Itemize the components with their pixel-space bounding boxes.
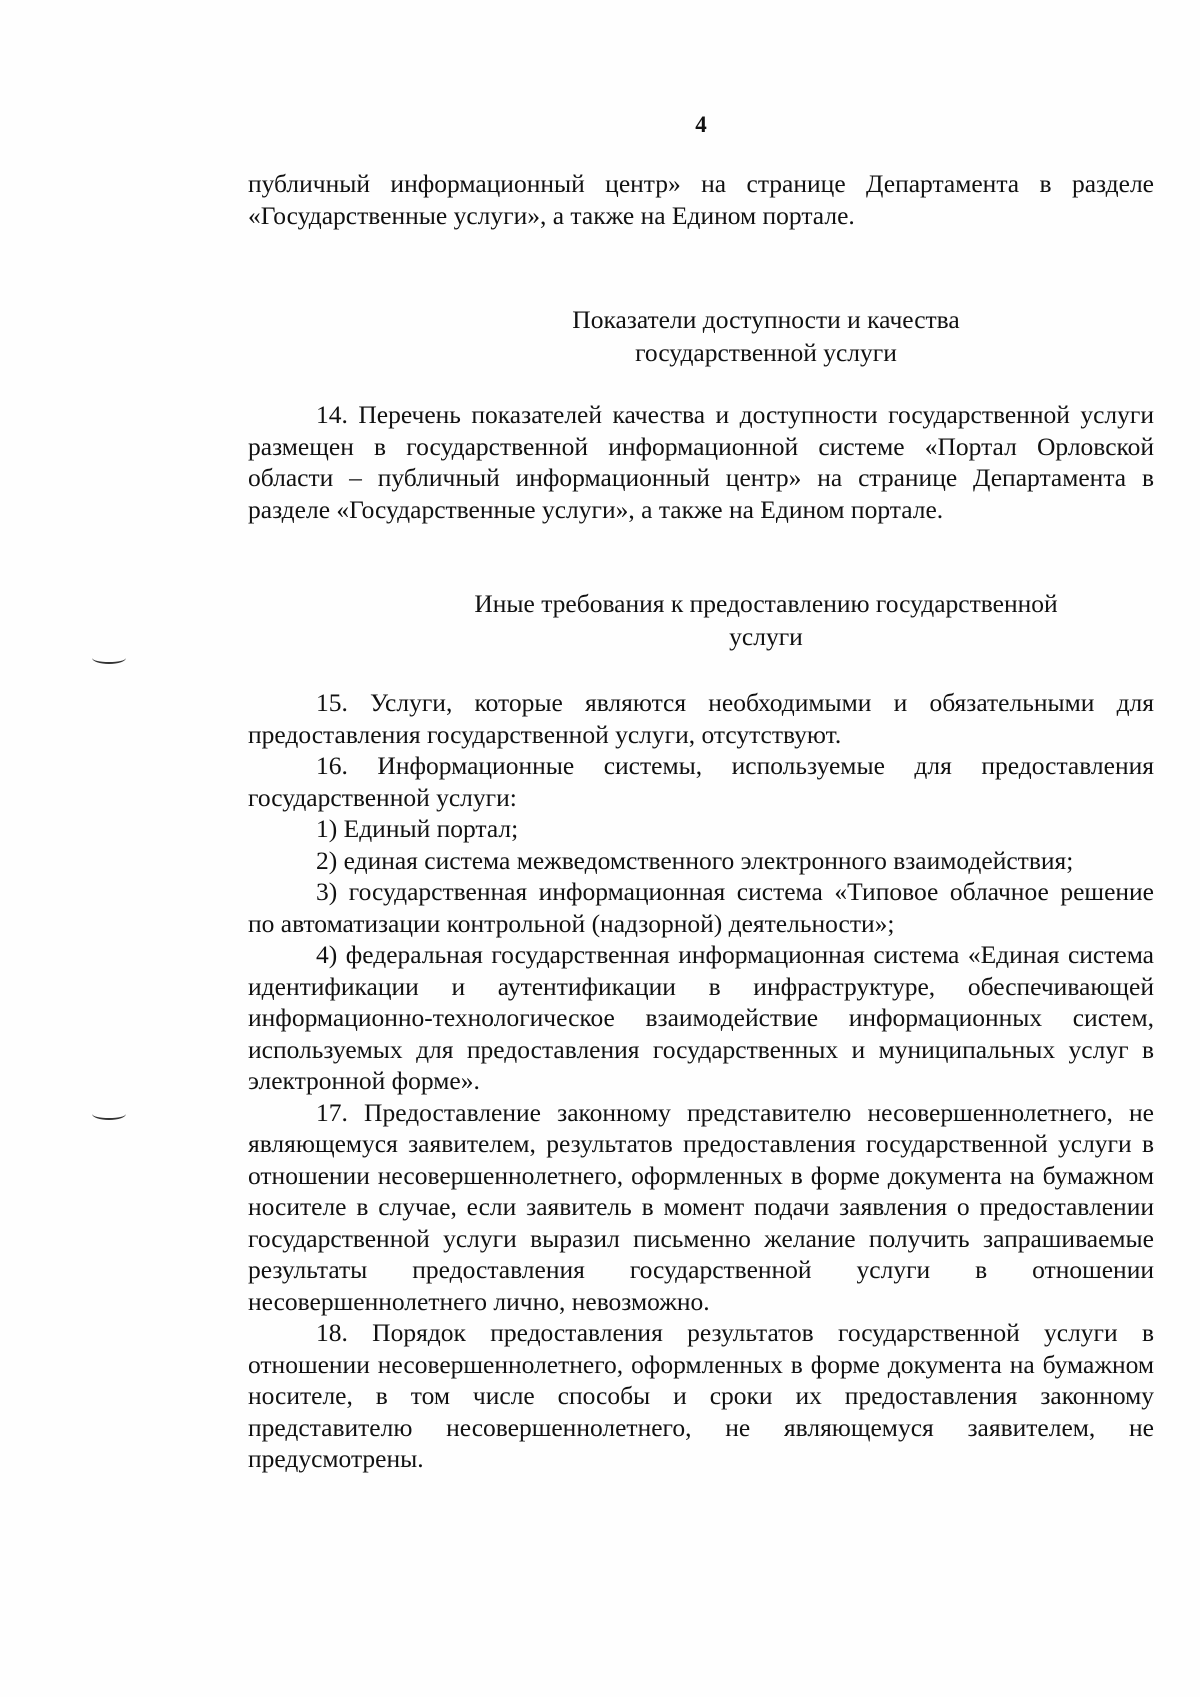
paragraph-16: 16. Информационные системы, используемые для предоставления государственной услуги: bbox=[248, 751, 1154, 812]
paragraph-14: 14. Перечень показателей качества и доступности государственной услуги размещен в государственной информационной системе «Портал Орловской области – публичный информационный центр» на странице Департамента в разделе «Государственные услуги», а также на Едином портале. bbox=[248, 400, 1154, 524]
list-item-4: 4) федеральная государственная информационная система «Единая система идентификации и аутентификации в инфраструктуре, обеспечивающей информационно-технологическое взаимодействие информационных систем, используемых для предоставления государственных и муниципальных услуг в электронной форме». bbox=[248, 940, 1154, 1095]
scan-artifact-mark bbox=[92, 652, 126, 664]
list-item-2: 2) единая система межведомственного электронного взаимодействия; bbox=[316, 845, 1074, 875]
document-body bbox=[248, 168, 1154, 1475]
paragraph-18: 18. Порядок предоставления результатов государственной услуги в отношении несовершеннолетнего, оформленных в форме документа на бумажном носителе, в том числе способы и сроки их предоставления законному представителю несовершеннолетнего, не являющемуся заявителем, не предусмотрены. bbox=[248, 1318, 1154, 1473]
section-accessibility-quality bbox=[248, 303, 1154, 525]
list-item-1: 1) Единый портал; bbox=[316, 814, 519, 843]
paragraph-15: 15. Услуги, которые являются необходимыми и обязательными для предоставления государственной услуги, отсутствуют. bbox=[248, 688, 1154, 749]
continuation-paragraph: публичный информационный центр» на странице Департамента в разделе «Государственные услуги», а также на Едином портале. bbox=[248, 169, 1154, 230]
section-heading-line: услуги bbox=[729, 622, 803, 651]
section-heading-line: Иные требования к предоставлению государственной bbox=[474, 589, 1058, 618]
section-heading-line: государственной услуги bbox=[635, 338, 897, 367]
list-item-3: 3) государственная информационная система «Типовое облачное решение по автоматизации контрольной (надзорной) деятельности»; bbox=[248, 877, 1154, 938]
section-other-requirements bbox=[248, 587, 1154, 1475]
section-heading-line: Показатели доступности и качества bbox=[572, 305, 960, 334]
paragraph-17: 17. Предоставление законному представителю несовершеннолетнего, не являющемуся заявителем, результатов предоставления государственной услуги в отношении несовершеннолетнего, оформленных в форме документа на бумажном носителе в случае, если заявитель в момент подачи заявления о предоставлении государственной услуги выразил письменно желание получить запрашиваемые результаты предоставления государственной услуги в отношении несовершеннолетнего лично, невозможно. bbox=[248, 1097, 1154, 1316]
scan-artifact-mark bbox=[92, 1108, 126, 1120]
page-number: 4 bbox=[695, 112, 707, 137]
